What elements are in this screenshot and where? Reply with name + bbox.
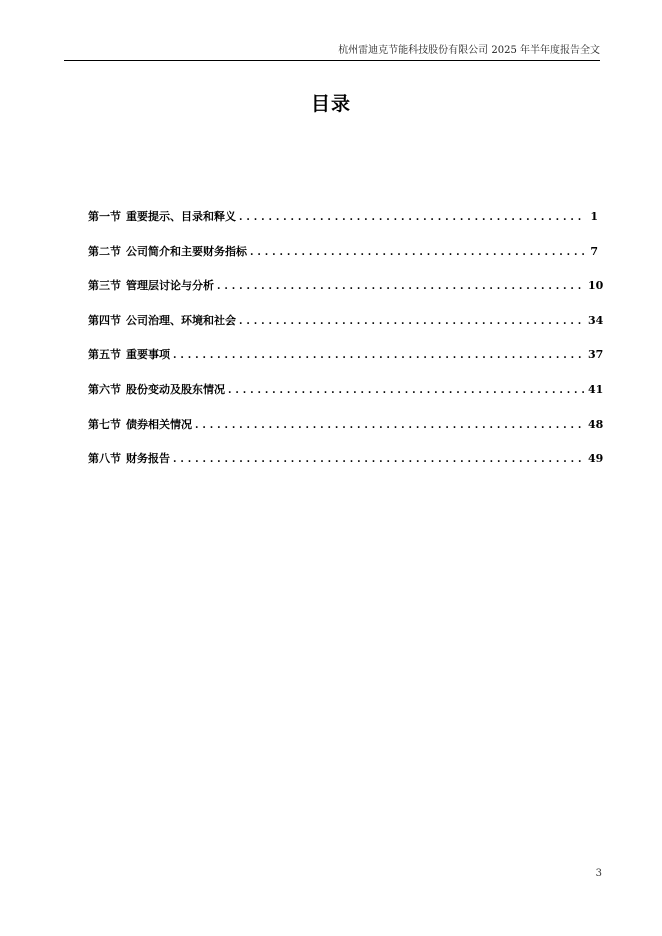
toc-section-number: 第五节 [88,348,121,362]
toc-page-number: 49 [588,452,604,466]
toc-dot-leader [217,278,585,296]
toc-page-number: 41 [588,382,604,396]
toc-entry-section-4[interactable] [88,312,604,347]
toc-entry-section-8[interactable] [88,450,604,485]
toc-entry-section-1[interactable] [88,208,598,243]
toc-page-number: 7 [590,244,598,258]
toc-section-number: 第四节 [88,313,121,327]
toc-section-number: 第二节 [88,244,121,258]
page-title: 目录 [310,93,351,115]
toc-section-title: 公司简介和主要财务指标 [126,244,247,258]
toc-section-number: 第六节 [88,382,121,396]
toc-dot-leader [173,451,585,469]
toc-section-title: 重要提示、目录和释义 [126,210,236,223]
page-footer-number: 3 [595,868,602,879]
toc-section-number: 第七节 [88,417,121,431]
toc-entry-section-2[interactable] [88,243,598,278]
toc-dot-leader [239,209,585,227]
toc-page-number: 1 [590,210,598,223]
toc-dot-leader [239,313,585,331]
toc-section-title: 财务报告 [126,452,170,466]
toc-section-title: 债券相关情况 [126,417,192,431]
toc-page-number: 37 [588,348,604,362]
toc-dot-leader [195,417,585,435]
toc-dot-leader [228,382,585,400]
toc-section-title: 股份变动及股东情况 [126,382,225,396]
toc-entry-section-6[interactable] [88,381,604,416]
toc-section-number: 第八节 [88,452,121,466]
toc-entry-section-5[interactable] [88,346,604,381]
toc-section-number: 第一节 [88,210,121,223]
toc-page-number: 10 [588,279,604,293]
toc-entry-section-3[interactable] [88,277,604,312]
table-of-contents [88,208,604,485]
header-text: 杭州雷迪克节能科技股份有限公司 2025 年半年度报告全文 [338,45,600,56]
toc-dot-leader [250,244,585,262]
toc-section-title: 重要事项 [126,348,170,362]
toc-page-number: 48 [588,417,604,431]
toc-page-number: 34 [588,313,604,327]
toc-entry-section-7[interactable] [88,416,604,451]
toc-section-title: 公司治理、环境和社会 [126,313,236,327]
toc-dot-leader [173,347,585,365]
page-header [64,44,600,61]
toc-section-title: 管理层讨论与分析 [126,279,214,293]
toc-section-number: 第三节 [88,279,121,293]
